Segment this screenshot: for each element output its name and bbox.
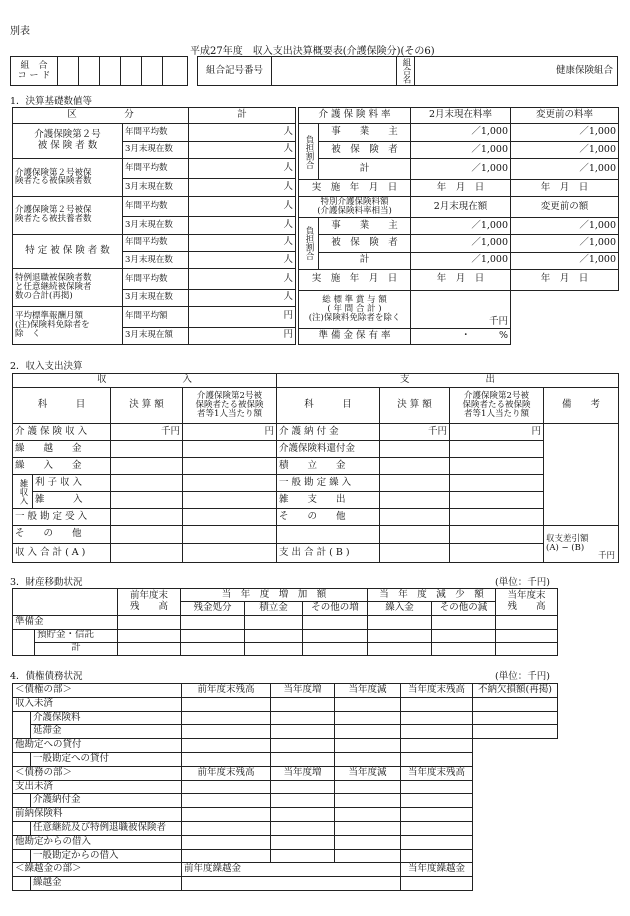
saiken-row: 収入未済 <box>13 697 182 711</box>
kessan-header: 決 算 額 <box>380 388 450 424</box>
unit-en[interactable]: 円 <box>189 327 296 344</box>
genzai-label: 3月末現在数 <box>123 141 189 158</box>
unit-en[interactable]: 円 <box>450 424 544 441</box>
row-label: 介護保険第２号 被 保 険 者 数 <box>13 124 123 159</box>
sohyoju-value[interactable]: 千円 <box>411 290 511 328</box>
genzai-label: 3月末現在数 <box>123 217 189 234</box>
kumiai-info-table <box>197 56 618 86</box>
sonota-zo-header: その他の増 <box>303 602 368 616</box>
section4-heading: 4．債権債務状況 <box>10 671 83 682</box>
unit-en[interactable]: 円 <box>189 307 296 327</box>
unit-nin[interactable]: 人 <box>189 141 296 158</box>
unit-nin[interactable]: 人 <box>189 289 296 306</box>
kumiai-code-table <box>10 56 188 86</box>
saimu-header: ＜債務の部＞ <box>13 766 182 780</box>
kessan-table <box>12 373 619 563</box>
out-row-label: そ の 他 <box>277 509 380 526</box>
tsumitate-header: 積立金 <box>245 602 303 616</box>
out-row-label: 雑 支 出 <box>277 492 380 509</box>
kurikoshi-header: ＜繰越金の部＞ <box>13 863 182 877</box>
unit-nin[interactable]: 人 <box>189 234 296 251</box>
rate-value[interactable]: ／1,000 <box>511 217 619 234</box>
saimu-row: 他勘定からの借入 <box>13 835 182 849</box>
in-row-label: 介 護 保 険 収 入 <box>13 424 111 441</box>
zenmatsu-header: 前年度末 残 高 <box>118 589 181 616</box>
zaisan-row: 準備金 <box>13 616 118 629</box>
junbikin-label: 準 備 金 保 有 率 <box>299 328 411 344</box>
kurikoshi-row: 繰越金 <box>31 877 182 891</box>
date-value[interactable]: 年 月 日 <box>411 179 511 196</box>
col-kubun: 区 分 <box>13 108 189 124</box>
hihokensha-label: 被 保 険 者 <box>319 235 411 252</box>
saimu-row: 支出未済 <box>13 780 182 794</box>
col-tonendo-kurikoshi: 当年度繰越金 <box>401 863 473 877</box>
saimu-row: 一般勘定からの借入 <box>31 849 182 863</box>
col-zenmatsu: 前年度末残高 <box>182 766 271 780</box>
rate-before-label: 変更前の料率 <box>511 108 619 124</box>
saiken-row: 延滞金 <box>31 725 182 739</box>
date-value[interactable]: 年 月 日 <box>411 270 511 291</box>
per-head-header: 介護保険第2号被 保険者たる被保険 者等1人当たり額 <box>183 388 277 424</box>
kessan-header: 決 算 額 <box>111 388 183 424</box>
zoka-header: 当 年 度 増 加 額 <box>181 589 368 602</box>
genzai-label: 3月末現在数 <box>123 289 189 306</box>
saiken-saimu-table <box>12 683 558 891</box>
zaisan-row: 預貯金・信託 <box>35 629 118 642</box>
col-zo: 当年度増 <box>271 684 335 698</box>
in-row-label: 雑 入 <box>33 492 111 509</box>
heikin-label: 年間平均数 <box>123 234 189 251</box>
date-value[interactable]: 年 月 日 <box>511 179 619 196</box>
saiken-row: 他勘定への貸付 <box>13 739 182 753</box>
sagaku-text: 収支差引額 (A) − (B) <box>546 534 589 553</box>
section3-heading: 3．財産移動状況 <box>10 577 83 588</box>
unit-en[interactable]: 円 <box>183 424 277 441</box>
kumiai-mei-value: 健康保険組合 <box>415 57 618 86</box>
sagaku-label <box>544 526 619 563</box>
genzai-gaku-label: 3月末現在額 <box>123 327 189 344</box>
code-cell[interactable] <box>121 57 142 86</box>
sagaku-unit: 千円 <box>598 551 616 562</box>
rate-feb-label: 2月末現在料率 <box>411 108 511 124</box>
shunyu-header: 収 入 <box>13 374 277 388</box>
heikin-label: 年間平均数 <box>123 269 189 289</box>
rate-label: 介 護 保 険 料 率 <box>299 108 411 124</box>
heikin-label: 年間平均数 <box>123 196 189 216</box>
out-row-label: 積 立 金 <box>277 458 380 475</box>
code-cell[interactable] <box>142 57 163 86</box>
row-label: 特例退職被保険者数 と任意継続被保険者 数の合計(再掲) <box>13 269 123 307</box>
biko-header: 備 考 <box>544 388 619 424</box>
tokubetsu-label: 特別介護保険料額 (介護保険料率相当) <box>299 197 411 218</box>
genshou-header: 当 年 度 減 少 額 <box>368 589 496 602</box>
rate-value[interactable]: ／1,000 <box>511 235 619 252</box>
zatsu-label: 雑収入 <box>13 475 33 509</box>
col-funou: 不納欠損額(再掲) <box>473 684 558 698</box>
page-title: 平成27年度 収入支出決算概要表(介護保険分)(その6) <box>190 46 435 57</box>
in-row-label: そ の 他 <box>13 526 111 544</box>
sonota-gen-header: その他の減 <box>432 602 496 616</box>
feb-gaku-label: 2月末現在額 <box>411 197 511 218</box>
heikin-gaku-label: 年間平均額 <box>123 307 189 327</box>
rate-value[interactable]: ／1,000 <box>511 159 619 180</box>
jigyonushi-label: 事 業 主 <box>319 217 411 234</box>
date-value[interactable]: 年 月 日 <box>511 270 619 291</box>
saimu-row: 前納保険料 <box>13 808 182 822</box>
junbikin-value[interactable]: ・ % <box>411 328 511 344</box>
saimu-row: 介護納付金 <box>31 794 182 808</box>
jisshi-label: 実 施 年 月 日 <box>299 179 411 196</box>
zaisan-table <box>12 588 558 656</box>
code-cell[interactable] <box>100 57 121 86</box>
row-label: 介護保険第２号被保 険者たる被保険者数 <box>13 159 123 197</box>
hihokensha-label: 被 保 険 者 <box>319 141 411 158</box>
heikin-label: 年間平均数 <box>123 124 189 141</box>
section4-unit: (単位：千円) <box>495 671 550 682</box>
in-row-label: 繰 越 金 <box>13 441 111 458</box>
unit-senen[interactable]: 千円 <box>111 424 183 441</box>
in-row-label: 一 般 勘 定 受 入 <box>13 509 111 526</box>
jigyonushi-label: 事 業 主 <box>319 124 411 141</box>
section2-heading: 2．収入支出決算 <box>10 361 83 372</box>
genzai-label: 3月末現在数 <box>123 179 189 196</box>
biko-cell[interactable] <box>544 424 619 526</box>
kamoku-header: 科 目 <box>277 388 380 424</box>
sohyoju-label: 総 標 準 賞 与 額 ( 年 間 合 計 ) (注)保険料免除者を除く <box>299 290 411 328</box>
rate-value[interactable]: ／1,000 <box>411 141 511 158</box>
row-label: 特 定 被 保 険 者 数 <box>13 234 123 269</box>
kigo-label: 組合記号番号 <box>198 57 272 86</box>
rate-value[interactable]: ／1,000 <box>411 252 511 269</box>
rate-value[interactable]: ／1,000 <box>511 252 619 269</box>
unit-nin[interactable]: 人 <box>189 179 296 196</box>
unit-nin[interactable]: 人 <box>189 124 296 141</box>
saiken-row: 一般勘定への貸付 <box>31 752 182 766</box>
unit-nin[interactable]: 人 <box>189 196 296 216</box>
code-cell[interactable] <box>163 57 188 86</box>
col-gen: 当年度減 <box>335 684 401 698</box>
rate-value[interactable]: ／1,000 <box>511 124 619 141</box>
shishutsu-header: 支 出 <box>277 374 619 388</box>
out-row-label: 一 般 勘 定 繰 入 <box>277 475 380 492</box>
out-total-label: 支 出 合 計 ( B ) <box>277 543 380 562</box>
rate-value[interactable]: ／1,000 <box>411 124 511 141</box>
col-tomatsu: 当年度末残高 <box>401 766 473 780</box>
rate-value[interactable]: ／1,000 <box>411 159 511 180</box>
before-gaku-label: 変更前の額 <box>511 197 619 218</box>
rate-value[interactable]: ／1,000 <box>411 217 511 234</box>
kei-label: 計 <box>319 252 411 269</box>
unit-senen[interactable]: 千円 <box>380 424 450 441</box>
kumiai-mei-label: 組合名 <box>397 57 415 86</box>
unit-nin[interactable]: 人 <box>189 251 296 268</box>
futan-label: 負担割合 <box>299 217 319 269</box>
in-row-label: 繰 入 金 <box>13 458 111 475</box>
rate-value[interactable]: ／1,000 <box>411 235 511 252</box>
section1-heading: 1．決算基礎数値等 <box>10 96 93 107</box>
col-kei: 計 <box>189 108 296 124</box>
genzai-label: 3月末現在数 <box>123 251 189 268</box>
futan-label: 負担割合 <box>299 124 319 179</box>
kamoku-header: 科 目 <box>13 388 111 424</box>
rate-value[interactable]: ／1,000 <box>511 141 619 158</box>
out-row-label: 介護保険料還付金 <box>277 441 380 458</box>
col-tomatsu: 当年度末残高 <box>401 684 473 698</box>
in-row-label: 利 子 収 入 <box>33 475 111 492</box>
zankin-header: 残金処分 <box>181 602 245 616</box>
jisshi-label: 実 施 年 月 日 <box>299 270 411 291</box>
out-row-label: 介 護 納 付 金 <box>277 424 380 441</box>
col-gen: 当年度減 <box>335 766 401 780</box>
kumiai-code-label: 組 合 コ ー ド <box>11 57 58 86</box>
tomatsu-header: 当年度末 残 高 <box>496 589 558 616</box>
saiken-header: ＜債権の部＞ <box>13 684 182 698</box>
zaisan-row: 計 <box>35 642 118 655</box>
col-zo: 当年度増 <box>271 766 335 780</box>
unit-nin[interactable]: 人 <box>189 217 296 234</box>
unit-nin[interactable]: 人 <box>189 159 296 179</box>
kiso-left-table <box>12 107 296 345</box>
row-label: 介護保険第２号被保 険者たる被扶養者数 <box>13 196 123 234</box>
kigo-value[interactable] <box>272 57 397 86</box>
heikin-label: 年間平均数 <box>123 159 189 179</box>
kurireire-header: 繰入金 <box>368 602 432 616</box>
code-cell[interactable] <box>58 57 79 86</box>
section3-unit: (単位：千円) <box>495 577 550 588</box>
per-head-header: 介護保険第2号被 保険者たる被保険 者等1人当たり額 <box>450 388 544 424</box>
kei-label: 計 <box>319 159 411 180</box>
kiso-right-table <box>298 107 619 345</box>
code-cell[interactable] <box>79 57 100 86</box>
col-zennendo-kurikoshi: 前年度繰越金 <box>182 863 401 877</box>
row-label: 平均標準報酬月額 (注)保険料免除者を 除 く <box>13 307 123 345</box>
attachment-label: 別表 <box>10 26 30 37</box>
col-zenmatsu: 前年度末残高 <box>182 684 271 698</box>
in-total-label: 収 入 合 計 ( A ) <box>13 543 111 562</box>
unit-nin[interactable]: 人 <box>189 269 296 289</box>
saiken-row: 介護保険料 <box>31 711 182 725</box>
saimu-row: 任意継続及び特例退職被保険者 <box>31 821 182 835</box>
